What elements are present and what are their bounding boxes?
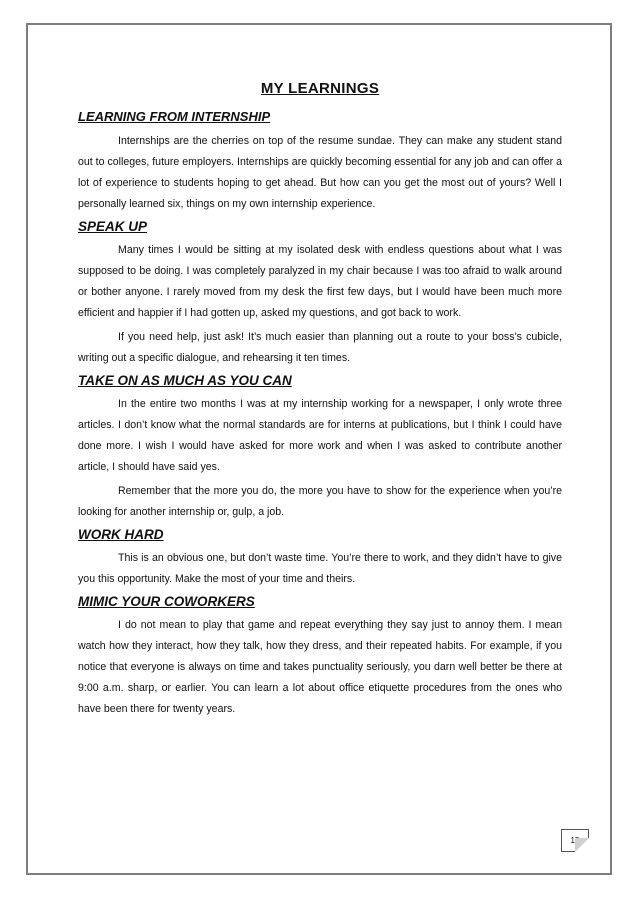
section-work-hard bbox=[78, 527, 562, 590]
section-take-on-as-much bbox=[78, 373, 562, 523]
paragraph: If you need help, just ask! It’s much easier than planning out a route to your boss’s cubicle, writing out a specific dialogue, and rehearsing it ten times. bbox=[78, 331, 562, 364]
section-learning-from-internship bbox=[78, 109, 562, 215]
section-heading: TAKE ON AS MUCH AS YOU CAN bbox=[78, 373, 292, 388]
paragraph: This is an obvious one, but don’t waste time. You’re there to work, and they didn’t have to give you this opportunity. Make the most of your time and theirs. bbox=[78, 552, 562, 585]
paragraph: In the entire two months I was at my internship working for a newspaper, I only wrote three articles. I don’t know what the normal standards are for interns at publications, but I think I could have done more. I wish I would have asked for more work and when I was asked to contribute another article, I should have said yes. bbox=[78, 398, 562, 473]
page-title: MY LEARNINGS bbox=[260, 80, 380, 97]
paragraph: Internships are the cherries on top of the resume sundae. They can make any student stand out to colleges, future employers. Internships are quickly becoming essential for any job and can offer a lot of experience to students hoping to get ahead. But how can you get the most out of yours? Well I personally learned six, things on my own internship experience. bbox=[78, 135, 562, 210]
section-heading: WORK HARD bbox=[78, 527, 164, 542]
paragraph: Remember that the more you do, the more you have to show for the experience when you’re looking for another internship or, gulp, a job. bbox=[78, 485, 562, 518]
paragraph: I do not mean to play that game and repeat everything they say just to annoy them. I mean watch how they interact, how they talk, how they dress, and their repeated habits. For example, if you notice that everyone is always on time and takes punctuality seriously, you darn well better be there at 9:00 a.m. sharp, or earlier. You can learn a lot about office etiquette procedures from the ones who have been there for twenty years. bbox=[78, 619, 562, 715]
section-heading: LEARNING FROM INTERNSHIP bbox=[78, 109, 271, 124]
section-speak-up bbox=[78, 219, 562, 369]
section-mimic-coworkers bbox=[78, 594, 562, 720]
page-number: 15 bbox=[561, 829, 589, 852]
paragraph: Many times I would be sitting at my isolated desk with endless questions about what I was supposed to be doing. I was completely paralyzed in my chair because I was too afraid to walk around or bother anyone. I rarely moved from my desk the first few days, but I would have been much more efficient and happier if I had gotten up, asked my questions, and got back to work. bbox=[78, 244, 562, 319]
document-body bbox=[78, 80, 562, 723]
section-heading: SPEAK UP bbox=[78, 219, 148, 234]
section-heading: MIMIC YOUR COWORKERS bbox=[78, 594, 255, 609]
